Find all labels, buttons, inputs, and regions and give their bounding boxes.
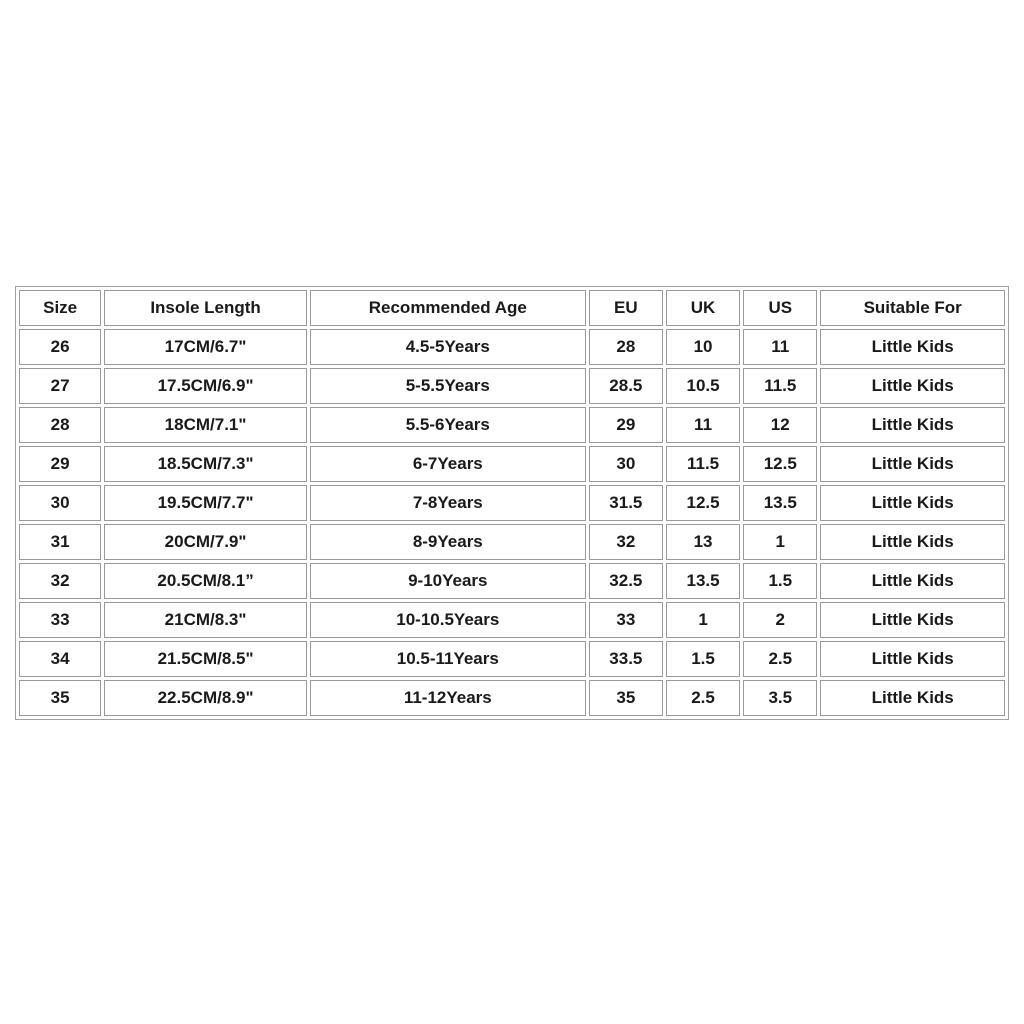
cell-insole-length: 18CM/7.1" (104, 407, 307, 443)
cell-insole-length: 21.5CM/8.5" (104, 641, 307, 677)
cell-recommended-age: 5-5.5Years (310, 368, 586, 404)
header-eu: EU (589, 290, 663, 326)
cell-us: 11.5 (743, 368, 817, 404)
cell-eu: 29 (589, 407, 663, 443)
header-row (19, 290, 1005, 326)
cell-suitable-for: Little Kids (820, 680, 1005, 716)
cell-us: 1 (743, 524, 817, 560)
header-size: Size (19, 290, 101, 326)
table-row (19, 602, 1005, 638)
cell-size: 35 (19, 680, 101, 716)
table-row (19, 368, 1005, 404)
cell-size: 33 (19, 602, 101, 638)
cell-suitable-for: Little Kids (820, 446, 1005, 482)
cell-size: 34 (19, 641, 101, 677)
cell-suitable-for: Little Kids (820, 329, 1005, 365)
cell-recommended-age: 8-9Years (310, 524, 586, 560)
cell-eu: 35 (589, 680, 663, 716)
cell-eu: 33 (589, 602, 663, 638)
cell-insole-length: 20CM/7.9" (104, 524, 307, 560)
cell-eu: 32 (589, 524, 663, 560)
cell-insole-length: 18.5CM/7.3" (104, 446, 307, 482)
cell-suitable-for: Little Kids (820, 368, 1005, 404)
cell-us: 2.5 (743, 641, 817, 677)
cell-recommended-age: 11-12Years (310, 680, 586, 716)
table-row (19, 680, 1005, 716)
cell-size: 27 (19, 368, 101, 404)
cell-insole-length: 17.5CM/6.9" (104, 368, 307, 404)
cell-uk: 10 (666, 329, 740, 365)
cell-suitable-for: Little Kids (820, 602, 1005, 638)
cell-recommended-age: 9-10Years (310, 563, 586, 599)
cell-us: 2 (743, 602, 817, 638)
cell-recommended-age: 7-8Years (310, 485, 586, 521)
cell-us: 13.5 (743, 485, 817, 521)
cell-uk: 11 (666, 407, 740, 443)
cell-size: 32 (19, 563, 101, 599)
cell-suitable-for: Little Kids (820, 485, 1005, 521)
cell-uk: 1.5 (666, 641, 740, 677)
cell-us: 3.5 (743, 680, 817, 716)
cell-uk: 10.5 (666, 368, 740, 404)
cell-us: 12.5 (743, 446, 817, 482)
cell-size: 29 (19, 446, 101, 482)
cell-recommended-age: 4.5-5Years (310, 329, 586, 365)
table-row (19, 641, 1005, 677)
cell-us: 1.5 (743, 563, 817, 599)
table-row (19, 446, 1005, 482)
cell-uk: 12.5 (666, 485, 740, 521)
cell-eu: 28.5 (589, 368, 663, 404)
cell-suitable-for: Little Kids (820, 641, 1005, 677)
size-chart-table (15, 286, 1009, 720)
table-row (19, 329, 1005, 365)
cell-eu: 32.5 (589, 563, 663, 599)
cell-us: 12 (743, 407, 817, 443)
cell-size: 30 (19, 485, 101, 521)
cell-us: 11 (743, 329, 817, 365)
cell-insole-length: 19.5CM/7.7" (104, 485, 307, 521)
table-row (19, 485, 1005, 521)
header-insole-length: Insole Length (104, 290, 307, 326)
cell-eu: 30 (589, 446, 663, 482)
table-row (19, 524, 1005, 560)
cell-uk: 13 (666, 524, 740, 560)
cell-size: 31 (19, 524, 101, 560)
cell-suitable-for: Little Kids (820, 524, 1005, 560)
cell-uk: 2.5 (666, 680, 740, 716)
cell-insole-length: 20.5CM/8.1” (104, 563, 307, 599)
cell-suitable-for: Little Kids (820, 407, 1005, 443)
cell-recommended-age: 10.5-11Years (310, 641, 586, 677)
table-row (19, 563, 1005, 599)
cell-eu: 33.5 (589, 641, 663, 677)
cell-size: 26 (19, 329, 101, 365)
cell-recommended-age: 10-10.5Years (310, 602, 586, 638)
cell-recommended-age: 6-7Years (310, 446, 586, 482)
header-suitable-for: Suitable For (820, 290, 1005, 326)
cell-size: 28 (19, 407, 101, 443)
cell-suitable-for: Little Kids (820, 563, 1005, 599)
cell-uk: 13.5 (666, 563, 740, 599)
cell-eu: 28 (589, 329, 663, 365)
header-recommended-age: Recommended Age (310, 290, 586, 326)
cell-eu: 31.5 (589, 485, 663, 521)
cell-insole-length: 21CM/8.3" (104, 602, 307, 638)
table-row (19, 407, 1005, 443)
cell-uk: 11.5 (666, 446, 740, 482)
cell-insole-length: 22.5CM/8.9" (104, 680, 307, 716)
cell-uk: 1 (666, 602, 740, 638)
cell-recommended-age: 5.5-6Years (310, 407, 586, 443)
header-uk: UK (666, 290, 740, 326)
cell-insole-length: 17CM/6.7" (104, 329, 307, 365)
header-us: US (743, 290, 817, 326)
